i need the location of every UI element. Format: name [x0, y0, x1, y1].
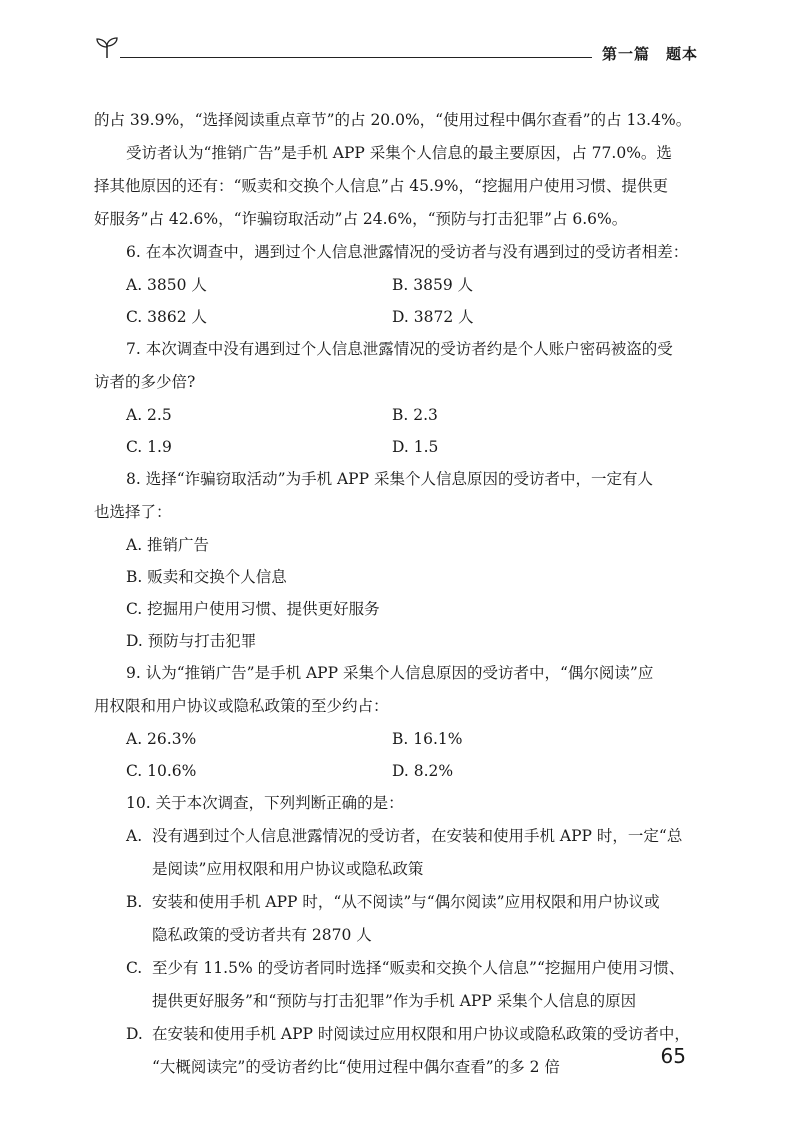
question-8-option-a: A. 推销广告 — [126, 536, 210, 554]
question-10-option-b-line-2: 隐私政策的受访者共有 2870 人 — [152, 926, 372, 944]
question-6-option-d: D. 3872 人 — [392, 308, 474, 326]
question-9-options-row-2 — [94, 755, 694, 787]
question-10-option-a-line-2: 是阅读”应用权限和用户协议或隐私政策 — [152, 860, 424, 878]
question-7-stem-line-2: 访者的多少倍? — [94, 373, 196, 391]
question-7-option-a: A. 2.5 — [126, 406, 172, 424]
question-10-option-c-line-2: 提供更好服务”和“预防与打击犯罪”作为手机 APP 采集个人信息的原因 — [152, 992, 637, 1010]
page-header — [94, 26, 702, 66]
question-9-stem-line-1: 9. 认为“推销广告”是手机 APP 采集个人信息原因的受访者中，“偶尔阅读”应 — [126, 664, 654, 682]
question-7-option-b: B. 2.3 — [392, 406, 438, 424]
question-9-option-a: A. 26.3% — [126, 730, 197, 748]
sprout-icon — [94, 34, 120, 60]
question-7-options-row-1 — [94, 399, 694, 431]
question-8-option-d: D. 预防与打击犯罪 — [126, 632, 257, 650]
question-6-option-b: B. 3859 人 — [392, 276, 474, 294]
intro-paragraph-tail: 的占 39.9%，“选择阅读重点章节”的占 20.0%，“使用过程中偶尔查看”的占 13.4%。 — [94, 111, 692, 129]
question-8-stem-line-2: 也选择了： — [94, 503, 172, 521]
question-6-option-c: C. 3862 人 — [126, 308, 208, 326]
question-7-option-c: C. 1.9 — [126, 438, 172, 456]
question-10-stem: 10. 关于本次调查，下列判断正确的是： — [126, 794, 404, 812]
question-9-option-d: D. 8.2% — [392, 762, 454, 780]
question-10-option-d-line-2: “大概阅读完”的受访者约比“使用过程中偶尔查看”的多 2 倍 — [152, 1058, 560, 1076]
question-8-stem-line-1: 8. 选择“诈骗窃取活动”为手机 APP 采集个人信息原因的受访者中，一定有人 — [126, 470, 653, 488]
question-10-option-c-line-1: 至少有 11.5% 的受访者同时选择“贩卖和交换个人信息”“挖掘用户使用习惯、 — [152, 959, 685, 977]
question-10-option-a-line-1: 没有遇到过个人信息泄露情况的受访者，在安装和使用手机 APP 时，一定“总 — [152, 827, 683, 845]
question-9-options-row-1 — [94, 723, 694, 755]
question-8-option-b: B. 贩卖和交换个人信息 — [126, 568, 287, 586]
section-title: 第一篇 题本 — [601, 45, 698, 63]
page-number: 65 — [660, 1044, 686, 1068]
question-9-stem-line-2: 用权限和用户协议或隐私政策的至少约占： — [94, 697, 389, 715]
question-6-options-row-2 — [94, 301, 694, 333]
question-8-option-c: C. 挖掘用户使用习惯、提供更好服务 — [126, 600, 380, 618]
question-9-option-c: C. 10.6% — [126, 762, 197, 780]
question-7-option-d: D. 1.5 — [392, 438, 439, 456]
question-10-option-c-label: C. — [126, 959, 143, 977]
question-10-option-d-label: D. — [126, 1025, 143, 1043]
question-7-options-row-2 — [94, 431, 694, 463]
question-10-option-d-line-1: 在安装和使用手机 APP 时阅读过应用权限和用户协议或隐私政策的受访者中， — [152, 1025, 690, 1043]
question-10-option-a — [94, 820, 694, 886]
question-10-option-a-label: A. — [126, 827, 143, 845]
question-7-stem-line-1: 7. 本次调查中没有遇到过个人信息泄露情况的受访者约是个人账户密码被盗的受 — [126, 340, 673, 358]
question-10-option-c — [94, 952, 694, 1018]
question-6-option-a: A. 3850 人 — [126, 276, 207, 294]
reasons-paragraph-line-3: 好服务”占 42.6%，“诈骗窃取活动”占 24.6%，“预防与打击犯罪”占 6.6%。 — [94, 210, 628, 228]
question-6-options-row-1 — [94, 269, 694, 301]
page-content — [94, 104, 694, 1084]
question-10-option-d — [94, 1018, 694, 1084]
question-10-option-b-line-1: 安装和使用手机 APP 时，“从不阅读”与“偶尔阅读”应用权限和用户协议或 — [152, 893, 660, 911]
question-6-stem: 6. 在本次调查中，遇到过个人信息泄露情况的受访者与没有遇到过的受访者相差： — [126, 243, 689, 261]
question-10-option-b-label: B. — [126, 893, 143, 911]
reasons-paragraph-line-1: 受访者认为“推销广告”是手机 APP 采集个人信息的最主要原因，占 77.0%。选 — [126, 144, 672, 162]
header-rule — [120, 57, 592, 58]
reasons-paragraph-line-2: 择其他原因的还有：“贩卖和交换个人信息”占 45.9%，“挖掘用户使用习惯、提供更 — [94, 177, 668, 195]
question-10-option-b — [94, 886, 694, 952]
question-9-option-b: B. 16.1% — [392, 730, 463, 748]
